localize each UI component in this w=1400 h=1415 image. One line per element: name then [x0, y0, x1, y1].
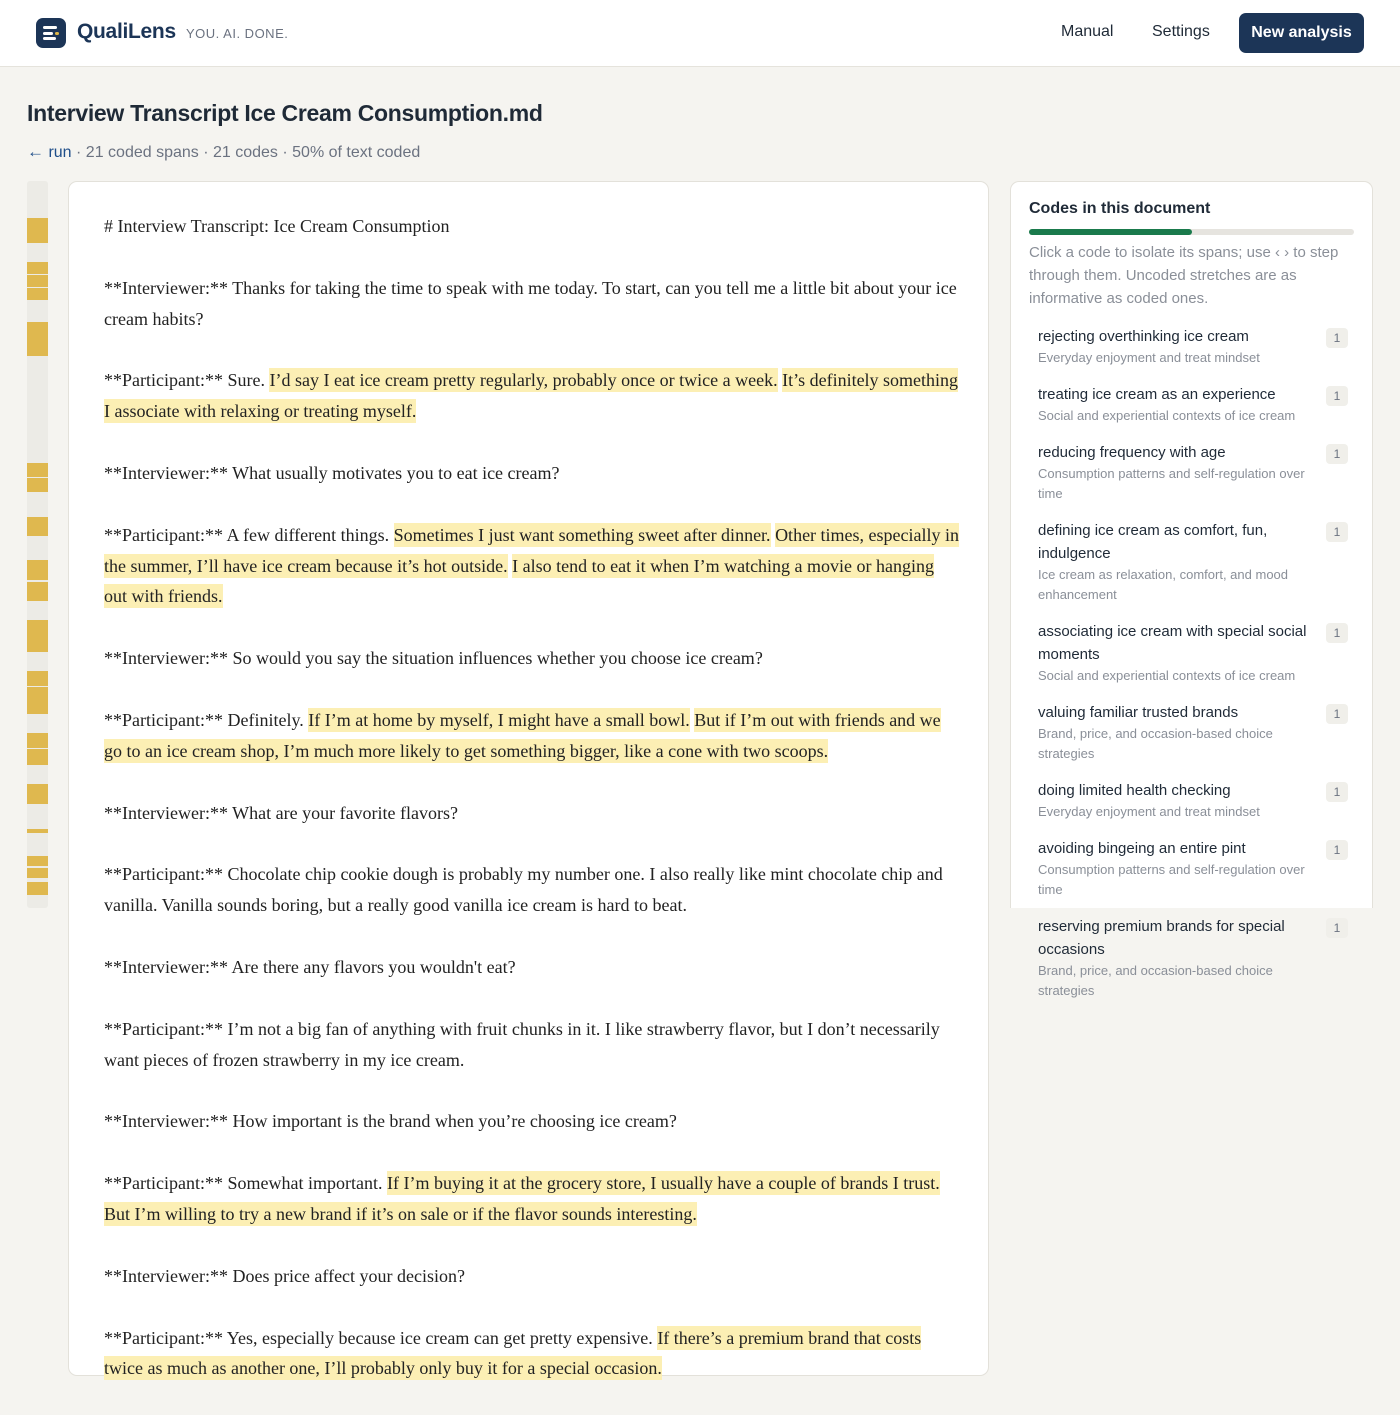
code-category: Everyday enjoyment and treat mindset	[1038, 804, 1260, 819]
new-analysis-button[interactable]: New analysis	[1239, 13, 1364, 53]
minimap-coded-marker[interactable]	[27, 733, 48, 748]
transcript-paragraph	[104, 365, 959, 427]
uncoded-text: **Interviewer:** Does price affect your decision?	[104, 1265, 466, 1286]
minimap-coded-marker[interactable]	[27, 868, 48, 878]
code-category: Consumption patterns and self-regulation over time	[1038, 862, 1305, 897]
code-category: Social and experiential contexts of ice cream	[1038, 408, 1296, 423]
transcript-paragraph	[104, 520, 959, 612]
minimap-coded-marker[interactable]	[27, 856, 48, 866]
minimap-coded-marker[interactable]	[27, 582, 48, 601]
codes-help-text: Click a code to isolate its spans; use ‹ › to step through them. Uncoded stretches are as informative as coded ones.	[1029, 244, 1339, 307]
code-count-badge: 1	[1326, 623, 1348, 643]
transcript-paragraph	[104, 458, 959, 489]
coded-span[interactable]: But I’m willing to try a new brand if it’s on sale or if the flavor sounds interesting.	[104, 1203, 697, 1224]
brand-tagline: YOU. AI. DONE.	[186, 26, 289, 41]
uncoded-text: **Interviewer:** Are there any flavors you wouldn't eat?	[104, 956, 516, 977]
code-name: defining ice cream as comfort, fun, indulgence	[1038, 522, 1268, 562]
code-category: Brand, price, and occasion-based choice strategies	[1038, 963, 1273, 998]
code-count-badge: 1	[1326, 840, 1348, 860]
code-category: Everyday enjoyment and treat mindset	[1038, 350, 1260, 365]
uncoded-text: **Interviewer:** Thanks for taking the time to speak with me today. To start, can you tell me a little bit about your ice cream habits?	[104, 277, 957, 329]
code-item[interactable]	[1038, 915, 1348, 1001]
document-text	[104, 211, 959, 1415]
code-category: Ice cream as relaxation, comfort, and mood enhancement	[1038, 567, 1289, 602]
brand-name: QualiLens	[77, 20, 176, 43]
top-bar	[0, 0, 1400, 67]
coded-span[interactable]: It’s definitely something I associate with relaxing or treating myself.	[104, 370, 959, 422]
minimap-coded-marker[interactable]	[27, 749, 48, 764]
transcript-paragraph	[104, 859, 959, 921]
code-category: Social and experiential contexts of ice cream	[1038, 668, 1296, 683]
minimap-coded-marker[interactable]	[27, 478, 48, 492]
code-count-badge: 1	[1326, 918, 1348, 938]
coded-span[interactable]: Sometimes I just want something sweet after dinner.	[393, 524, 771, 545]
codes-panel-title: Codes in this document	[1029, 200, 1211, 217]
uncoded-text: **Interviewer:** So would you say the situation influences whether you choose ice cream?	[104, 648, 763, 669]
nav-manual-link[interactable]: Manual	[1061, 23, 1114, 40]
minimap-coded-marker[interactable]	[27, 671, 48, 686]
code-count-badge: 1	[1326, 704, 1348, 724]
logo-icon	[36, 18, 66, 48]
code-name: reducing frequency with age	[1038, 444, 1226, 461]
code-name: doing limited health checking	[1038, 782, 1231, 799]
code-item[interactable]	[1038, 620, 1348, 686]
coded-span[interactable]: If there’s a premium brand that costs twice as much as another one, I’ll probably only buy it for a special occasion.	[104, 1327, 922, 1379]
code-item[interactable]	[1038, 701, 1348, 764]
codes-panel	[1010, 181, 1373, 998]
code-count-badge: 1	[1326, 522, 1348, 542]
minimap-coded-marker[interactable]	[27, 463, 48, 477]
code-item[interactable]	[1038, 383, 1348, 426]
code-category: Brand, price, and occasion-based choice strategies	[1038, 726, 1273, 761]
minimap-coded-marker[interactable]	[27, 322, 48, 356]
minimap-coded-marker[interactable]	[27, 882, 48, 895]
document-panel	[68, 181, 989, 1379]
code-name: avoiding bingeing an entire pint	[1038, 840, 1246, 857]
minimap-coded-marker[interactable]	[27, 275, 48, 287]
minimap-coded-marker[interactable]	[27, 262, 48, 274]
transcript-paragraph	[104, 1168, 959, 1230]
code-name: associating ice cream with special social moments	[1038, 623, 1307, 663]
code-count-badge: 1	[1326, 328, 1348, 348]
minimap-coded-marker[interactable]	[27, 784, 48, 804]
coding-progress-bar	[1029, 229, 1354, 235]
transcript-paragraph	[104, 1261, 959, 1292]
uncoded-text: **Participant:** Yes, especially because ice cream can get pretty expensive.	[104, 1327, 658, 1348]
transcript-paragraph	[104, 952, 959, 983]
code-category: Consumption patterns and self-regulation over time	[1038, 466, 1305, 501]
code-name: valuing familiar trusted brands	[1038, 704, 1239, 721]
transcript-paragraph	[104, 705, 959, 767]
coded-span[interactable]: I’d say I eat ice cream pretty regularly, probably once or twice a week.	[269, 370, 778, 391]
uncoded-text: **Interviewer:** What are your favorite flavors?	[104, 802, 459, 823]
uncoded-text: **Participant:** Definitely.	[104, 709, 309, 730]
document-meta	[27, 142, 420, 162]
code-name: reserving premium brands for special occasions	[1038, 918, 1285, 958]
code-item[interactable]	[1038, 779, 1348, 822]
code-count-badge: 1	[1326, 444, 1348, 464]
transcript-paragraph	[104, 273, 959, 335]
nav-settings-link[interactable]: Settings	[1152, 23, 1210, 40]
coded-span[interactable]: If I’m at home by myself, I might have a small bowl.	[308, 709, 690, 730]
uncoded-text: **Interviewer:** How important is the brand when you’re choosing ice cream?	[104, 1111, 677, 1132]
transcript-paragraph	[104, 798, 959, 829]
transcript-paragraph	[104, 1014, 959, 1076]
back-arrow-icon[interactable]: ←	[27, 142, 44, 161]
transcript-paragraph	[104, 1323, 959, 1385]
minimap-coded-marker[interactable]	[27, 829, 48, 833]
document-stats: · 21 coded spans · 21 codes · 50% of text coded	[71, 144, 421, 161]
minimap-coded-marker[interactable]	[27, 620, 48, 652]
minimap-coded-marker[interactable]	[27, 218, 48, 243]
coded-span[interactable]: Other times, especially in the summer, I’ll have ice cream because it’s hot outside.	[104, 524, 960, 576]
coded-span[interactable]: I also tend to eat it when I’m watching a movie or hanging out with friends.	[104, 555, 935, 607]
minimap-coded-marker[interactable]	[27, 288, 48, 300]
code-item[interactable]	[1038, 519, 1348, 605]
code-name: rejecting overthinking ice cream	[1038, 328, 1249, 345]
uncoded-text: **Participant:** Sure.	[104, 370, 270, 391]
code-item[interactable]	[1038, 441, 1348, 504]
code-count-badge: 1	[1326, 782, 1348, 802]
uncoded-text: **Participant:** Chocolate chip cookie dough is probably my number one. I also really like mint chocolate chip and vanilla. Vanilla sounds boring, but a really good vanilla ice cream is hard to beat.	[104, 864, 943, 916]
uncoded-text: **Participant:** I’m not a big fan of anything with fruit chunks in it. I like strawberry flavor, but I don’t necessarily want pieces of frozen strawberry in my ice cream.	[104, 1018, 940, 1070]
coding-minimap[interactable]	[27, 181, 48, 908]
code-item[interactable]	[1038, 837, 1348, 900]
document-title: Interview Transcript Ice Cream Consumption.md	[27, 100, 543, 126]
uncoded-text: # Interview Transcript: Ice Cream Consumption	[104, 216, 450, 236]
transcript-paragraph	[104, 211, 959, 242]
uncoded-text: **Participant:** Somewhat important.	[104, 1173, 387, 1194]
coding-progress-fill	[1029, 229, 1192, 235]
back-to-run-link[interactable]: run	[48, 144, 72, 161]
minimap-coded-marker[interactable]	[27, 560, 48, 580]
code-name: treating ice cream as an experience	[1038, 386, 1276, 403]
minimap-coded-marker[interactable]	[27, 517, 48, 536]
code-count-badge: 1	[1326, 386, 1348, 406]
coded-span[interactable]: But if I’m out with friends and we go to an ice cream shop, I’m much more likely to get something bigger, like a cone with two scoops.	[104, 709, 941, 761]
coded-span[interactable]: If I’m buying it at the grocery store, I usually have a couple of brands I trust.	[386, 1173, 940, 1194]
uncoded-text: **Interviewer:** What usually motivates you to eat ice cream?	[104, 462, 560, 483]
code-item[interactable]	[1038, 325, 1348, 368]
minimap-coded-marker[interactable]	[27, 700, 48, 714]
code-list	[1038, 325, 1348, 1016]
minimap-coded-marker[interactable]	[27, 764, 48, 765]
transcript-paragraph	[104, 1106, 959, 1137]
uncoded-text: **Participant:** A few different things.	[104, 524, 394, 545]
transcript-paragraph	[104, 643, 959, 674]
